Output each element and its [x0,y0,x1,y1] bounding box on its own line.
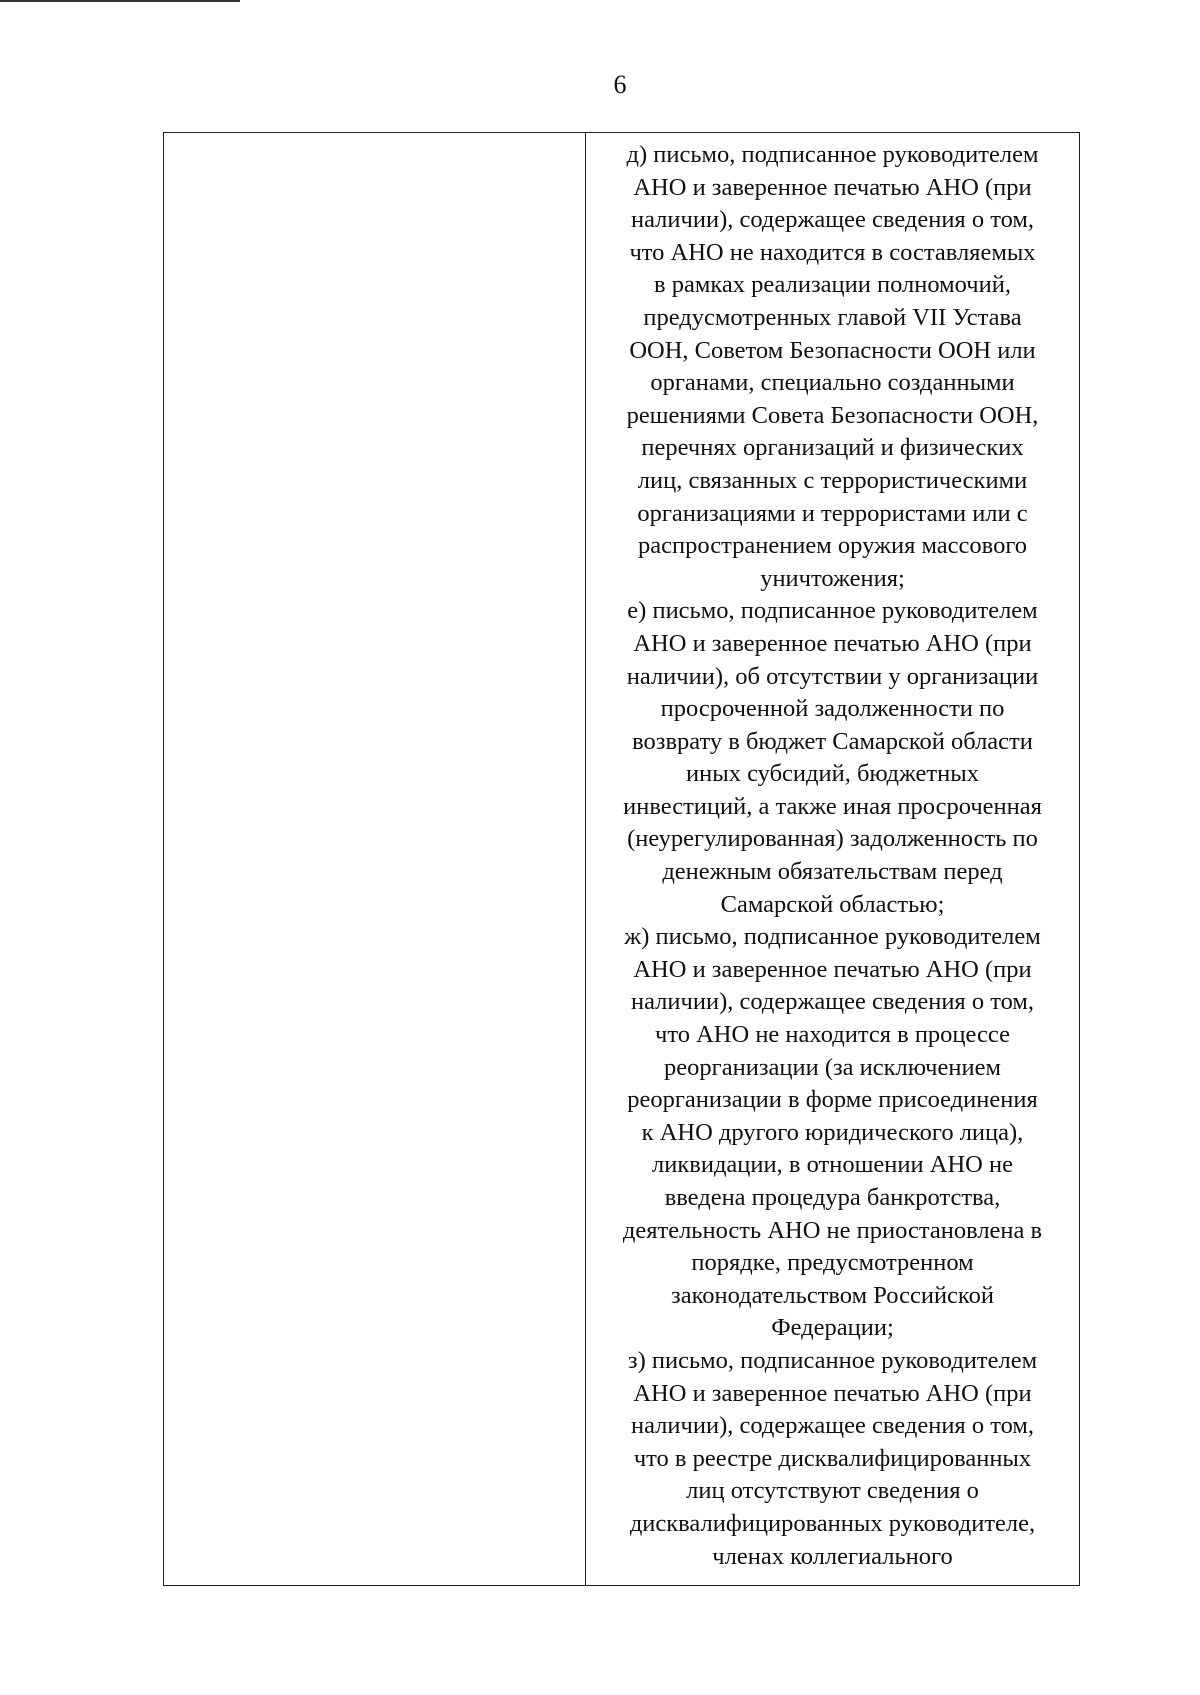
text-line: АНО и заверенное печатью АНО (при [633,629,1032,657]
text-line: порядке, предусмотренном [691,1249,974,1277]
text-line: в рамках реализации полномочий, [654,271,1011,299]
text-line: распространением оружия массового [637,532,1028,560]
text-line: что АНО не находится в составляемых [629,238,1036,266]
text-line: инвестиций, а также иная просроченная [623,792,1042,820]
text-line: наличии), содержащее сведения о том, [630,1412,1035,1440]
text-line: наличии), содержащее сведения о том, [630,206,1035,234]
text-line: органами, специально созданными [650,369,1015,397]
text-line: дисквалифицированных руководителе, [629,1509,1036,1537]
text-line: деятельность АНО не приостановлена в [622,1216,1043,1244]
text-line: к АНО другого юридического лица), [641,1118,1024,1146]
text-line: з) письмо, подписанное руководителем [627,1346,1038,1374]
text-line: введена процедура банкротства, [664,1184,1001,1211]
text-line: наличии), об отсутствии у организации [626,662,1039,690]
text-line: наличии), содержащее сведения о том, [630,988,1035,1016]
text-line: перечнях организаций и физических [641,434,1024,462]
text-line: д) письмо, подписанное руководителем [626,141,1039,168]
text-line: возврату в бюджет Самарской области [632,727,1033,755]
page-number: 6 [613,70,627,99]
text-line: АНО и заверенное печатью АНО (при [633,1379,1032,1407]
text-line: ООН, Советом Безопасности ООН или [629,336,1036,364]
text-line: реорганизации (за исключением [664,1053,1001,1081]
document-table [163,132,1080,1586]
text-line: денежным обязательствам перед [662,858,1003,886]
text-line: (неурегулированная) задолженность по [627,825,1038,853]
text-line: лиц, связанных с террористическими [637,466,1028,494]
scan-edge-line [0,0,240,2]
text-line: что АНО не находится в процессе [655,1021,1010,1049]
table-right-cell [586,133,1079,1585]
text-line: лиц отсутствуют сведения о [686,1477,979,1505]
text-line: е) письмо, подписанное руководителем [627,597,1038,625]
text-line: Федерации; [771,1314,894,1342]
text-line: Самарской областью; [720,890,945,918]
text-line: решениями Совета Безопасности ООН, [626,401,1039,429]
text-line: организациями и террористами или с [637,499,1028,527]
text-line: уничтожения; [760,564,905,592]
text-line: ликвидации, в отношении АНО не [652,1151,1013,1179]
text-line: членах коллегиального [712,1542,953,1570]
table-left-cell [164,133,586,1585]
text-line: предусмотренных главой VII Устава [643,303,1022,331]
text-line: что в реестре дисквалифицированных [633,1444,1032,1472]
text-line: реорганизации в форме присоединения [627,1086,1038,1114]
text-line: ж) письмо, подписанное руководителем [624,923,1041,951]
text-line: АНО и заверенное печатью АНО (при [633,173,1032,201]
text-line: иных субсидий, бюджетных [686,760,979,788]
text-line: законодательством Российской [671,1281,994,1309]
text-line: просроченной задолженности по [660,695,1005,723]
text-line: АНО и заверенное печатью АНО (при [633,955,1032,983]
